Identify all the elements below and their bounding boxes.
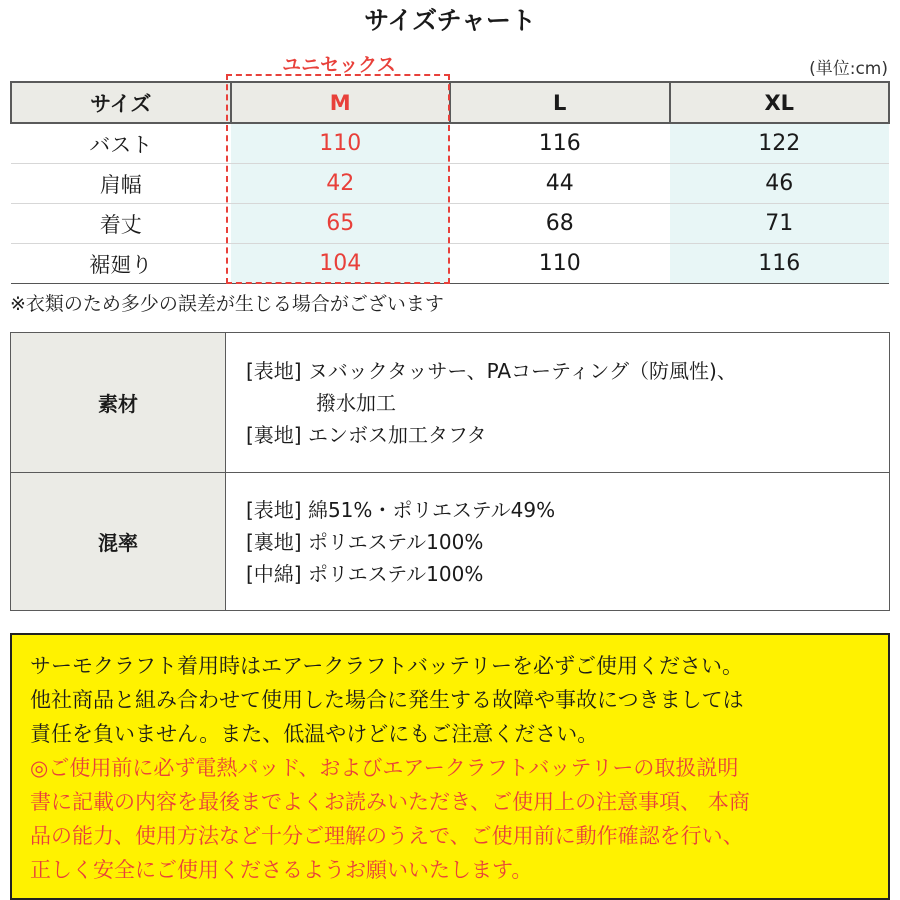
notice-red-line: 正しく安全にご使用くださるようお願いいたします。 — [30, 858, 533, 882]
notice-line: 他社商品と組み合わせて使用した場合に発生する故障や事故につきましては — [30, 688, 744, 712]
cell-l: 116 — [450, 123, 670, 164]
cell-xl: 71 — [670, 204, 890, 244]
notice-red-line: ◎ご使用前に必ず電熱パッド、およびエアークラフトバッテリーの取扱説明 — [30, 756, 739, 780]
material-table — [10, 332, 890, 611]
cell-m: 65 — [231, 204, 451, 244]
cell-m: 110 — [231, 123, 451, 164]
table-row — [11, 123, 889, 164]
unit-label: (単位:cm) — [809, 59, 888, 79]
cell-xl: 116 — [670, 244, 890, 284]
material-line: [裏地] エンボス加工タフタ — [246, 422, 487, 447]
notice-red-line: 書に記載の内容を最後までよくお読みいただき、ご使用上の注意事項、 本商 — [30, 790, 750, 814]
material-content — [226, 333, 890, 473]
table-row — [11, 244, 889, 284]
blend-line: [中綿] ポリエステル100% — [246, 561, 484, 586]
notice-line: 責任を負いません。また、低温やけどにもご注意ください。 — [30, 722, 599, 746]
cell-l: 110 — [450, 244, 670, 284]
cell-m: 104 — [231, 244, 451, 284]
row-label: 着丈 — [11, 204, 231, 244]
blend-content — [226, 473, 890, 611]
material-line: 撥水加工 — [316, 390, 396, 415]
size-chart-table — [10, 81, 890, 284]
row-label: 肩幅 — [11, 164, 231, 204]
cell-xl: 46 — [670, 164, 890, 204]
table-row — [11, 164, 889, 204]
blend-label: 混率 — [11, 473, 226, 611]
unisex-label: ユニセックス — [282, 54, 396, 76]
size-header-label: サイズ — [11, 82, 231, 123]
notice-line: サーモクラフト着用時はエアークラフトバッテリーを必ずご使用ください。 — [30, 654, 743, 678]
size-header-l: L — [450, 82, 670, 123]
material-line: [表地] ヌバックタッサー、PAコーティング（防風性)、 — [246, 358, 737, 383]
warning-notice — [10, 633, 890, 900]
cell-l: 44 — [450, 164, 670, 204]
table-row — [11, 204, 889, 244]
page-title: サイズチャート — [364, 6, 536, 35]
notice-red-line: 品の能力、使用方法など十分ご理解のうえで、ご使用前に動作確認を行い、 — [30, 824, 744, 848]
blend-line: [表地] 綿51%・ポリエステル49% — [246, 497, 556, 522]
row-label: 裾廻り — [11, 244, 231, 284]
size-header-m: M — [231, 82, 451, 123]
blend-row — [11, 473, 890, 611]
size-header-xl: XL — [670, 82, 890, 123]
cell-m: 42 — [231, 164, 451, 204]
blend-line: [裏地] ポリエステル100% — [246, 529, 484, 554]
cell-l: 68 — [450, 204, 670, 244]
tolerance-note: ※衣類のため多少の誤差が生じる場合がございます — [10, 293, 444, 315]
row-label: バスト — [11, 123, 231, 164]
size-header-row — [11, 82, 889, 123]
material-row — [11, 333, 890, 473]
material-label: 素材 — [11, 333, 226, 473]
cell-xl: 122 — [670, 123, 890, 164]
